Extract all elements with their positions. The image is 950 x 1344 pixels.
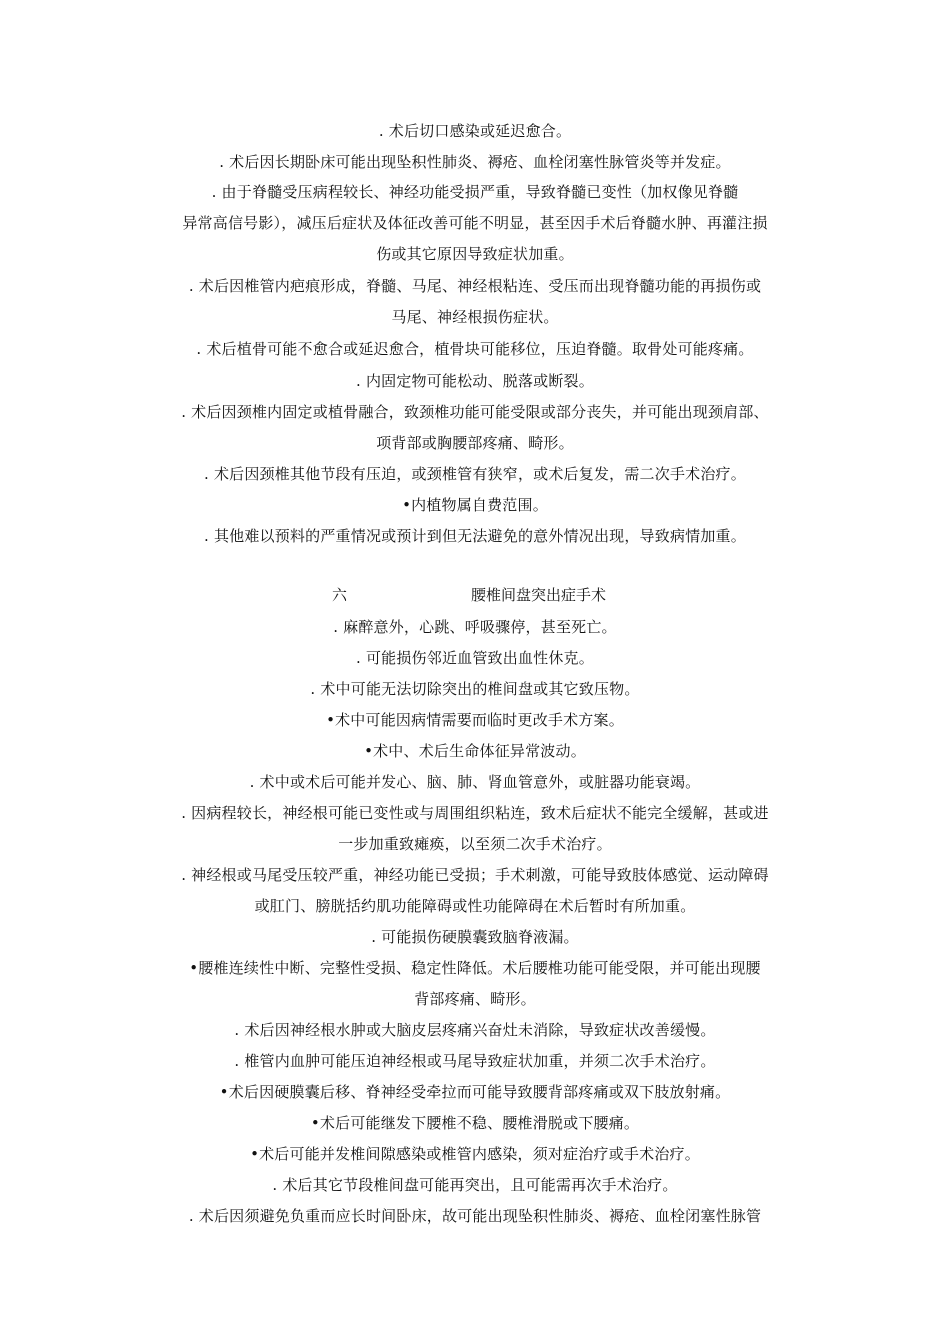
list-item: . 术后植骨可能不愈合或延迟愈合，植骨块可能移位，压迫脊髓。取骨处可能疼痛。	[196, 340, 754, 358]
list-item: . 由于脊髓受压病程较长、神经功能受损严重，导致脊髓已变性（加权像见脊髓	[211, 183, 739, 201]
list-item: . 因病程较长，神经根可能已变性或与周围组织粘连，致术后症状不能完全缓解，甚或进	[181, 804, 769, 822]
list-item: 项背部或胸腰部疼痛、畸形。	[376, 434, 574, 452]
list-item: . 术后其它节段椎间盘可能再突出，且可能需再次手术治疗。	[272, 1176, 678, 1194]
list-item: . 可能损伤硬膜囊致脑脊液漏。	[371, 928, 579, 946]
list-item: . 术后因长期卧床可能出现坠积性肺炎、褥疮、血栓闭塞性脉管炎等并发症。	[219, 153, 731, 171]
list-item: . 术后切口感染或延迟愈合。	[378, 122, 572, 140]
list-item: . 术后因颈椎其他节段有压迫，或颈椎管有狭窄，或术后复发，需二次手术治疗。	[204, 465, 746, 483]
list-item: •术中、术后生命体征异常波动。	[364, 742, 586, 760]
section-number: 六	[332, 586, 348, 604]
list-item: . 其他难以预料的严重情况或预计到但无法避免的意外情况出现，导致病情加重。	[204, 527, 746, 545]
list-item: 马尾、神经根损伤症状。	[391, 308, 559, 326]
list-item: •术中可能因病情需要而临时更改手术方案。	[326, 711, 624, 729]
list-item: . 术后因须避免负重而应长时间卧床，故可能出现坠积性肺炎、褥疮、血栓闭塞性脉管	[188, 1207, 762, 1225]
list-item: •内植物属自费范围。	[402, 496, 548, 514]
list-item: . 神经根或马尾受压较严重，神经功能已受损；手术刺激，可能导致肢体感觉、运动障碍	[181, 866, 769, 884]
list-item: 背部疼痛、畸形。	[414, 990, 536, 1008]
list-item: 或肛门、膀胱括约肌功能障碍或性功能障碍在术后暂时有所加重。	[254, 897, 696, 915]
list-item: •术后可能继发下腰椎不稳、腰椎滑脱或下腰痛。	[310, 1114, 640, 1132]
list-item: . 术后因神经根水肿或大脑皮层疼痛兴奋灶未消除，导致症状改善缓慢。	[234, 1021, 716, 1039]
list-item: . 椎管内血肿可能压迫神经根或马尾导致症状加重，并须二次手术治疗。	[234, 1052, 716, 1070]
list-item: . 术中可能无法切除突出的椎间盘或其它致压物。	[310, 680, 640, 698]
list-item: . 术后因椎管内疤痕形成，脊髓、马尾、神经根粘连、受压而出现脊髓功能的再损伤或	[188, 277, 762, 295]
list-item: . 术后因颈椎内固定或植骨融合，致颈椎功能可能受限或部分丧失，并可能出现颈肩部、	[181, 403, 769, 421]
list-item: 异常高信号影），减压后症状及体征改善可能不明显，甚至因手术后脊髓水肿、再灌注损	[182, 214, 768, 232]
list-item: . 麻醉意外，心跳、呼吸骤停，甚至死亡。	[333, 618, 617, 636]
list-item: 一步加重致瘫痪，以至须二次手术治疗。	[338, 835, 612, 853]
list-item: . 术中或术后可能并发心、脑、肺、肾血管意外，或脏器功能衰竭。	[249, 773, 701, 791]
section-heading	[0, 585, 950, 607]
section-title: 腰椎间盘突出症手术	[471, 586, 607, 604]
list-item: . 可能损伤邻近血管致出血性休克。	[356, 649, 594, 667]
list-item: •术后因硬膜囊后移、脊神经受牵拉而可能导致腰背部疼痛或双下肢放射痛。	[219, 1083, 731, 1101]
list-item: 伤或其它原因导致症状加重。	[376, 245, 574, 263]
list-item: •术后可能并发椎间隙感染或椎管内感染，须对症治疗或手术治疗。	[250, 1145, 700, 1163]
list-item: . 内固定物可能松动、脱落或断裂。	[356, 372, 594, 390]
list-item: •腰椎连续性中断、完整性受损、稳定性降低。术后腰椎功能可能受限，并可能出现腰	[189, 959, 761, 977]
